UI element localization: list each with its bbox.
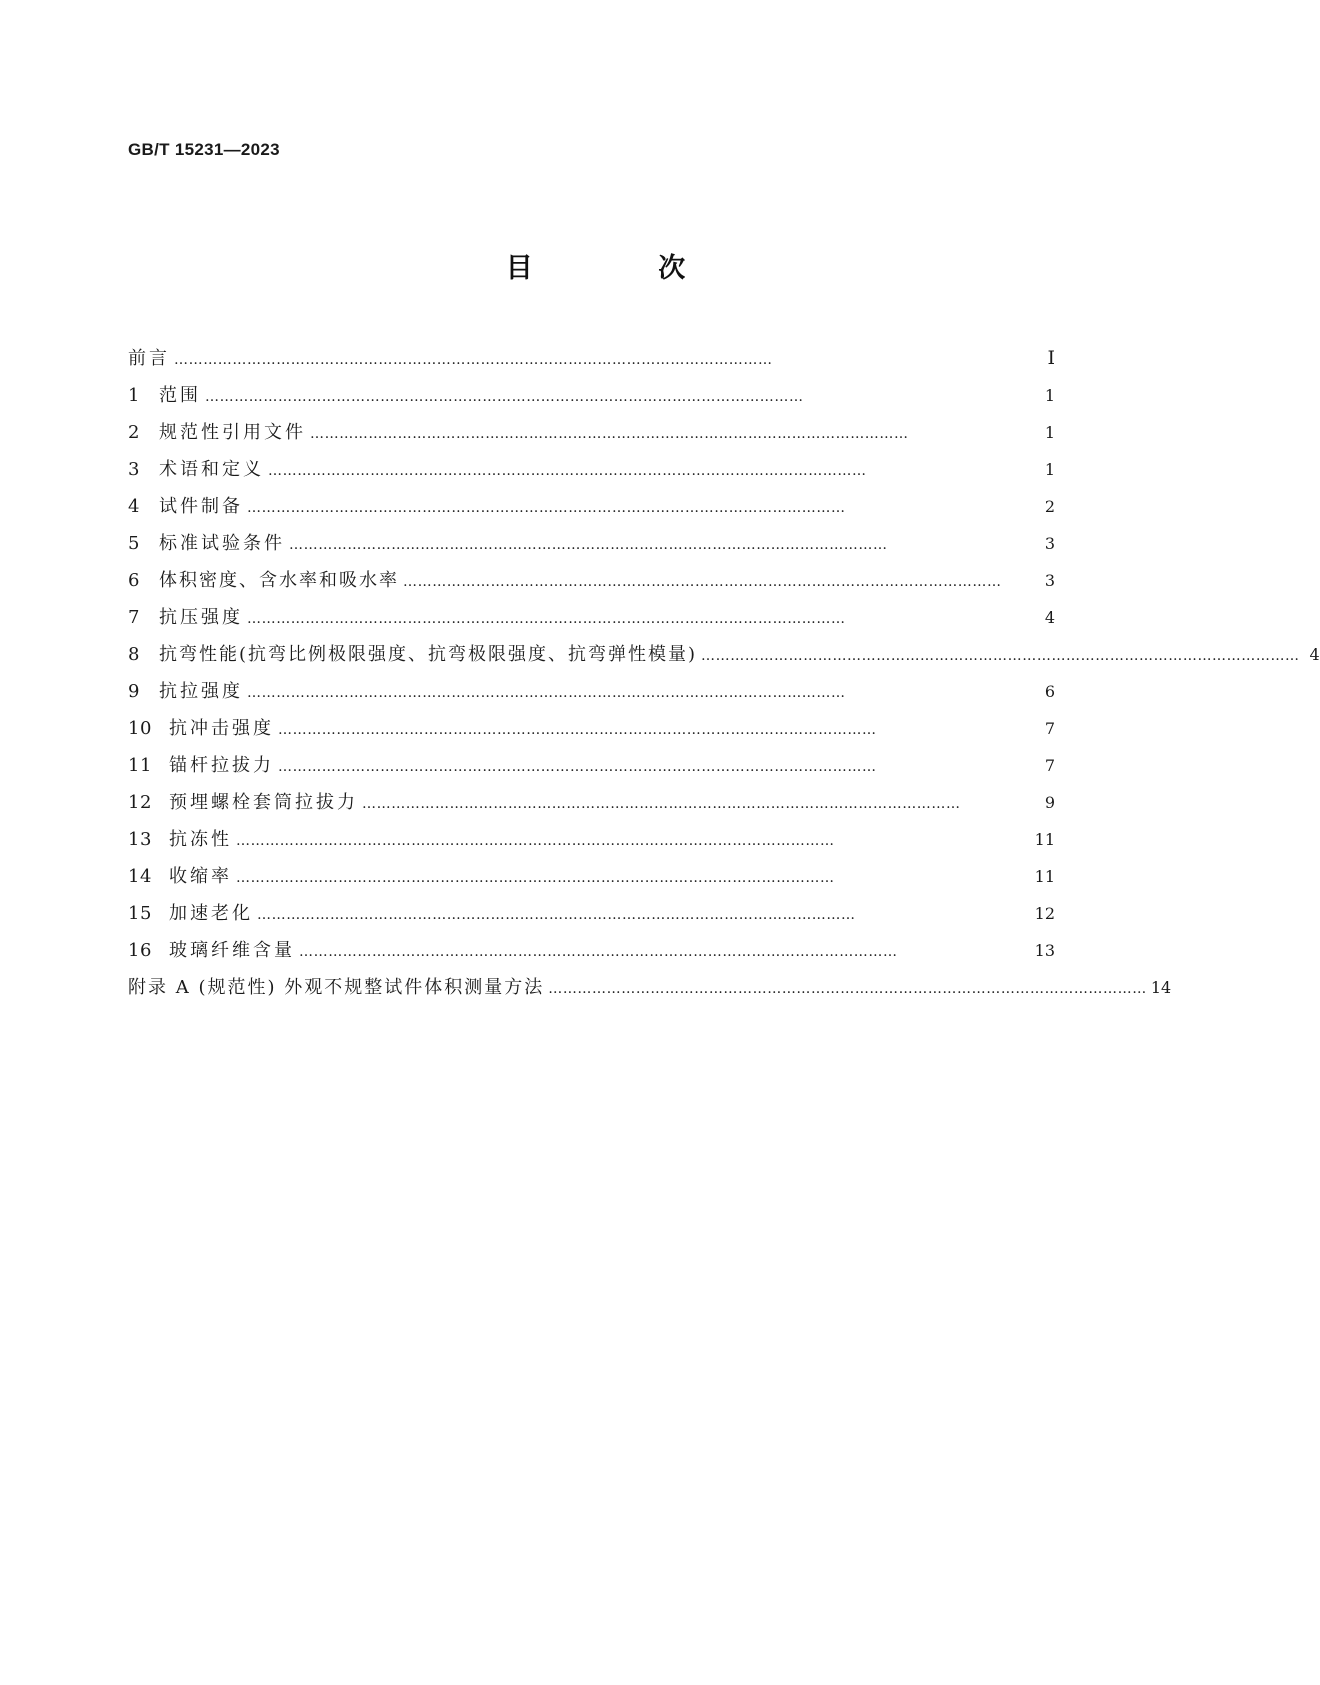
toc-entry-1[interactable] [128,377,1055,414]
toc-page-number: 4 [1044,608,1055,627]
toc-entry-number: 13 [128,829,152,850]
toc-entry-10[interactable] [128,710,1055,747]
toc-entry-foreword[interactable] [128,340,1055,377]
toc-entry-number: 4 [128,496,140,517]
toc-entry-8[interactable] [128,636,1320,673]
toc-page-number: Ⅰ [1047,347,1055,369]
toc-entry-text: 规范性引用文件 [159,422,306,443]
toc-entry-text: 前言 [128,348,170,369]
document-code: GB/T 15231—2023 [128,140,280,159]
toc-leader-dots: …………………………………………………………………………………………………………… [403,574,1002,590]
toc-entry-4[interactable] [128,488,1055,525]
toc-leader-dots: …………………………………………………………………………………………………………… [310,426,909,442]
toc-entry-number: 3 [128,459,140,480]
toc-entry-number: 2 [128,422,140,443]
toc-entry-number: 8 [128,644,140,665]
toc-entry-text: 体积密度、含水率和吸水率 [159,570,399,591]
toc-entry-number: 14 [128,866,152,887]
toc-entry-number: 9 [128,681,140,702]
toc-entry-number: 16 [128,940,152,961]
toc-leader-dots: …………………………………………………………………………………………………………… [174,352,773,368]
toc-leader-dots: …………………………………………………………………………………………………………… [548,981,1147,997]
toc-leader-dots: …………………………………………………………………………………………………………… [247,685,846,701]
toc-page-number: 12 [1034,904,1055,923]
toc-entry-7[interactable] [128,599,1055,636]
toc-entry-text: 抗弯性能(抗弯比例极限强度、抗弯极限强度、抗弯弹性模量) [159,644,698,665]
toc-entry-number: 10 [128,718,152,739]
toc-entry-number: 5 [128,533,140,554]
toc-leader-dots: …………………………………………………………………………………………………………… [236,870,835,886]
toc-leader-dots: …………………………………………………………………………………………………………… [362,796,961,812]
toc-entry-12[interactable] [128,784,1055,821]
toc-entry-text: 玻璃纤维含量 [169,940,295,961]
toc-leader-dots: …………………………………………………………………………………………………………… [701,648,1300,664]
toc-leader-dots: …………………………………………………………………………………………………………… [289,537,888,553]
toc-page-number: 6 [1044,682,1055,701]
toc-entry-13[interactable] [128,821,1055,858]
toc-entry-text: 范围 [159,385,201,406]
toc-entry-text: 抗压强度 [159,607,243,628]
toc-leader-dots: …………………………………………………………………………………………………………… [247,500,846,516]
toc-page-number: 11 [1034,830,1055,849]
toc-page-number: 1 [1044,460,1055,479]
toc-leader-dots: …………………………………………………………………………………………………………… [299,944,898,960]
toc-entry-text: 试件制备 [159,496,243,517]
toc-entry-text: 收缩率 [169,866,232,887]
toc-page-number: 3 [1044,534,1055,553]
toc-entry-16[interactable] [128,932,1055,969]
toc-entry-text: 附录 A (规范性) 外观不规整试件体积测量方法 [128,977,545,998]
toc-page-number: 13 [1034,941,1055,960]
toc-entry-2[interactable] [128,414,1055,451]
toc-title: 目 次 [505,253,744,284]
toc-page-number: 4 [1309,645,1320,664]
toc-entry-text: 加速老化 [169,903,253,924]
toc-page-number: 7 [1044,719,1055,738]
toc-entry-appendix-a[interactable] [128,969,1172,1006]
toc-page-number: 1 [1044,386,1055,405]
toc-entry-text: 抗冻性 [169,829,232,850]
toc-leader-dots: …………………………………………………………………………………………………………… [247,611,846,627]
toc-page-number: 9 [1044,793,1055,812]
toc-entry-text: 术语和定义 [159,459,264,480]
toc-entry-11[interactable] [128,747,1055,784]
toc-leader-dots: …………………………………………………………………………………………………………… [278,759,877,775]
toc-entry-number: 11 [128,755,152,776]
table-of-contents [128,340,1320,1006]
toc-entry-5[interactable] [128,525,1055,562]
toc-page-number: 2 [1044,497,1055,516]
toc-leader-dots: …………………………………………………………………………………………………………… [257,907,856,923]
toc-entry-number: 1 [128,385,140,406]
toc-entry-14[interactable] [128,858,1055,895]
toc-page-number: 7 [1044,756,1055,775]
toc-page-number: 3 [1044,571,1055,590]
toc-page-number: 14 [1150,978,1172,997]
toc-entry-number: 12 [128,792,152,813]
toc-leader-dots: …………………………………………………………………………………………………………… [236,833,835,849]
toc-entry-number: 15 [128,903,152,924]
toc-entry-text: 抗冲击强度 [169,718,274,739]
toc-entry-text: 抗拉强度 [159,681,243,702]
toc-entry-9[interactable] [128,673,1055,710]
toc-entry-text: 标准试验条件 [159,533,285,554]
toc-entry-number: 7 [128,607,140,628]
toc-entry-text: 预埋螺栓套筒拉拔力 [169,792,358,813]
toc-leader-dots: …………………………………………………………………………………………………………… [278,722,877,738]
toc-entry-number: 6 [128,570,140,591]
toc-entry-3[interactable] [128,451,1055,488]
toc-entry-6[interactable] [128,562,1055,599]
toc-page-number: 1 [1044,423,1055,442]
toc-entry-text: 锚杆拉拔力 [169,755,274,776]
toc-leader-dots: …………………………………………………………………………………………………………… [205,389,804,405]
toc-leader-dots: …………………………………………………………………………………………………………… [268,463,867,479]
toc-entry-15[interactable] [128,895,1055,932]
toc-page-number: 11 [1034,867,1055,886]
